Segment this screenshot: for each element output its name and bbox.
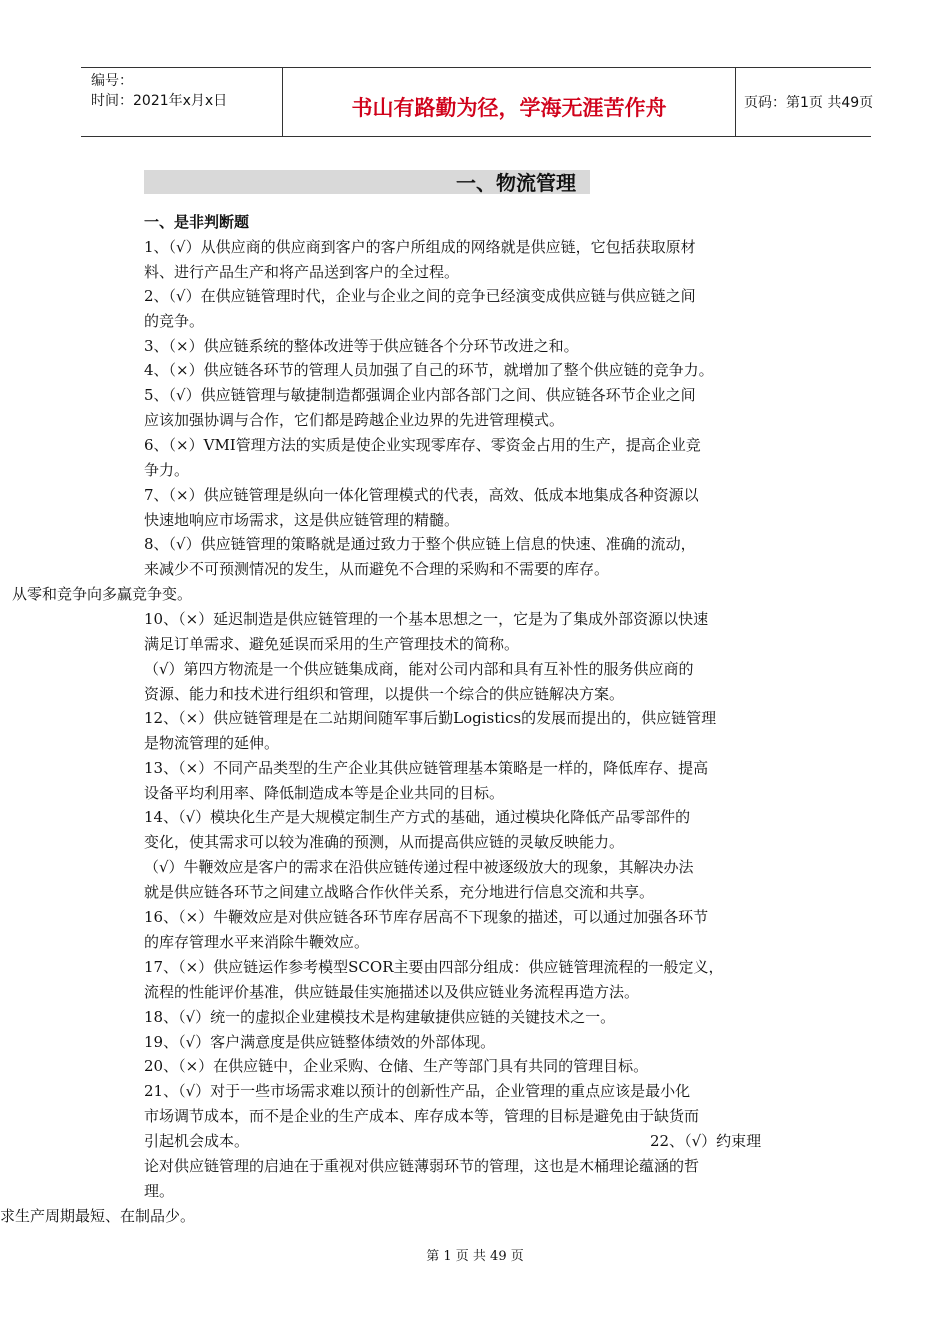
header-table (81, 67, 874, 137)
body-line: 22、（√）约束理 (650, 1132, 762, 1150)
body-line: 14、（√）模块化生产是大规模定制生产方式的基础，通过模块化降低产品零部件的 (144, 808, 691, 826)
body-line: 2、（√）在供应链管理时代，企业与企业之间的竞争已经演变成供应链与供应链之间 (144, 287, 696, 305)
body-line: 3、（×）供应链系统的整体改进等于供应链各个分环节改进之和。 (144, 337, 579, 355)
body-line: 20、（×）在供应链中，企业采购、仓储、生产等部门具有共同的管理目标。 (144, 1057, 649, 1075)
body-line: 满足订单需求、避免延误而采用的生产管理技术的简称。 (144, 635, 520, 653)
body-line: （√）牛鞭效应是客户的需求在沿供应链传递过程中被逐级放大的现象，其解决办法 (144, 858, 694, 876)
body-line: 快速地响应市场需求，这是供应链管理的精髓。 (144, 511, 460, 529)
body-line: 论对供应链管理的启迪在于重视对供应链薄弱环节的管理，这也是木桶理论蕴涵的哲 (144, 1157, 700, 1175)
body-line: 的库存管理水平来消除牛鞭效应。 (144, 933, 370, 951)
body-line: 应该加强协调与合作，它们都是跨越企业边界的先进管理模式。 (144, 411, 565, 429)
body-line: 流程的性能评价基准，供应链最佳实施描述以及供应链业务流程再造方法。 (144, 983, 640, 1001)
body-line: 21、（√）对于一些市场需求难以预计的创新性产品，企业管理的重点应该是最小化 (144, 1082, 691, 1100)
body-line: 18、（√）统一的虚拟企业建模技术是构建敏捷供应链的关键技术之一。 (144, 1008, 616, 1026)
page-number-label: 页码：第1页 共49页 (744, 95, 874, 111)
body-line: 来减少不可预测情况的发生，从而避免不合理的采购和不需要的库存。 (144, 560, 610, 578)
body-line: 变化，使其需求可以较为准确的预测，从而提高供应链的灵敏反映能力。 (144, 833, 625, 851)
body-line: 16、（×）牛鞭效应是对供应链各环节库存居高不下现象的描述，可以通过加强各环节 (144, 908, 709, 926)
body-line: 13、（×）不同产品类型的生产企业其供应链管理基本策略是一样的，降低库存、提高 (144, 759, 709, 777)
section-heading: 一、是非判断题 (144, 213, 250, 231)
page-footer: 第 1 页 共 49 页 (426, 1249, 524, 1264)
header-motto-cell (283, 68, 736, 136)
body-line: 10、（×）延迟制造是供应链管理的一个基本思想之一，它是为了集成外部资源以快速 (144, 610, 709, 628)
body-line: 理。 (144, 1182, 175, 1200)
page-title: 一、物流管理 (456, 171, 576, 195)
body-line: 19、（√）客户满意度是供应链整体绩效的外部体现。 (144, 1033, 496, 1051)
date-label: 时间：2021年x月x日 (91, 93, 228, 109)
header-right-cell (736, 68, 874, 136)
body-line: 争力。 (144, 461, 190, 479)
body-line: 就是供应链各环节之间建立战略合作伙伴关系，充分地进行信息交流和共享。 (144, 883, 655, 901)
body-line: 4、（×）供应链各环节的管理人员加强了自己的环节，就增加了整个供应链的竞争力。 (144, 361, 714, 379)
body-line: 12、（×）供应链管理是在二站期间随军事后勤Logistics的发展而提出的，供应链管理 (144, 709, 717, 727)
body-line: 市场调节成本，而不是企业的生产成本、库存成本等，管理的目标是避免由于缺货而 (144, 1107, 700, 1125)
motto-text: 书山有路勤为径，学海无涯苦作舟 (351, 96, 667, 120)
body-line: 8、（√）供应链管理的策略就是通过致力于整个供应链上信息的快速、准确的流动， (144, 535, 696, 553)
body-line: 从零和竞争向多赢竞争变。 (12, 585, 193, 603)
body-line: 的竞争。 (144, 312, 205, 330)
body-line: 1、（√）从供应商的供应商到客户的客户所组成的网络就是供应链，它包括获取原材 (144, 238, 696, 256)
body-line: 设备平均利用率、降低制造成本等是企业共同的目标。 (144, 784, 505, 802)
body-line: 引起机会成本。 (144, 1132, 250, 1150)
body-line: 资源、能力和技术进行组织和管理，以提供一个综合的供应链解决方案。 (144, 685, 625, 703)
header-left-cell (81, 68, 283, 136)
body-line: 17、（×）供应链运作参考模型SCOR主要由四部分组成：供应链管理流程的一般定义， (144, 958, 724, 976)
body-line: 是物流管理的延伸。 (144, 734, 280, 752)
body-line: 6、（×）VMI管理方法的实质是使企业实现零库存、零资金占用的生产，提高企业竞 (144, 436, 701, 454)
body-line: 7、（×）供应链管理是纵向一体化管理模式的代表，高效、低成本地集成各种资源以 (144, 486, 699, 504)
body-line: （√）第四方物流是一个供应链集成商，能对公司内部和具有互补性的服务供应商的 (144, 660, 694, 678)
body-line: 5、（√）供应链管理与敏捷制造都强调企业内部各部门之间、供应链各环节企业之间 (144, 386, 696, 404)
document-number-label: 编号： (91, 73, 133, 89)
body-line: 求生产周期最短、在制品少。 (0, 1207, 196, 1225)
body-line: 料、进行产品生产和将产品送到客户的全过程。 (144, 263, 460, 281)
